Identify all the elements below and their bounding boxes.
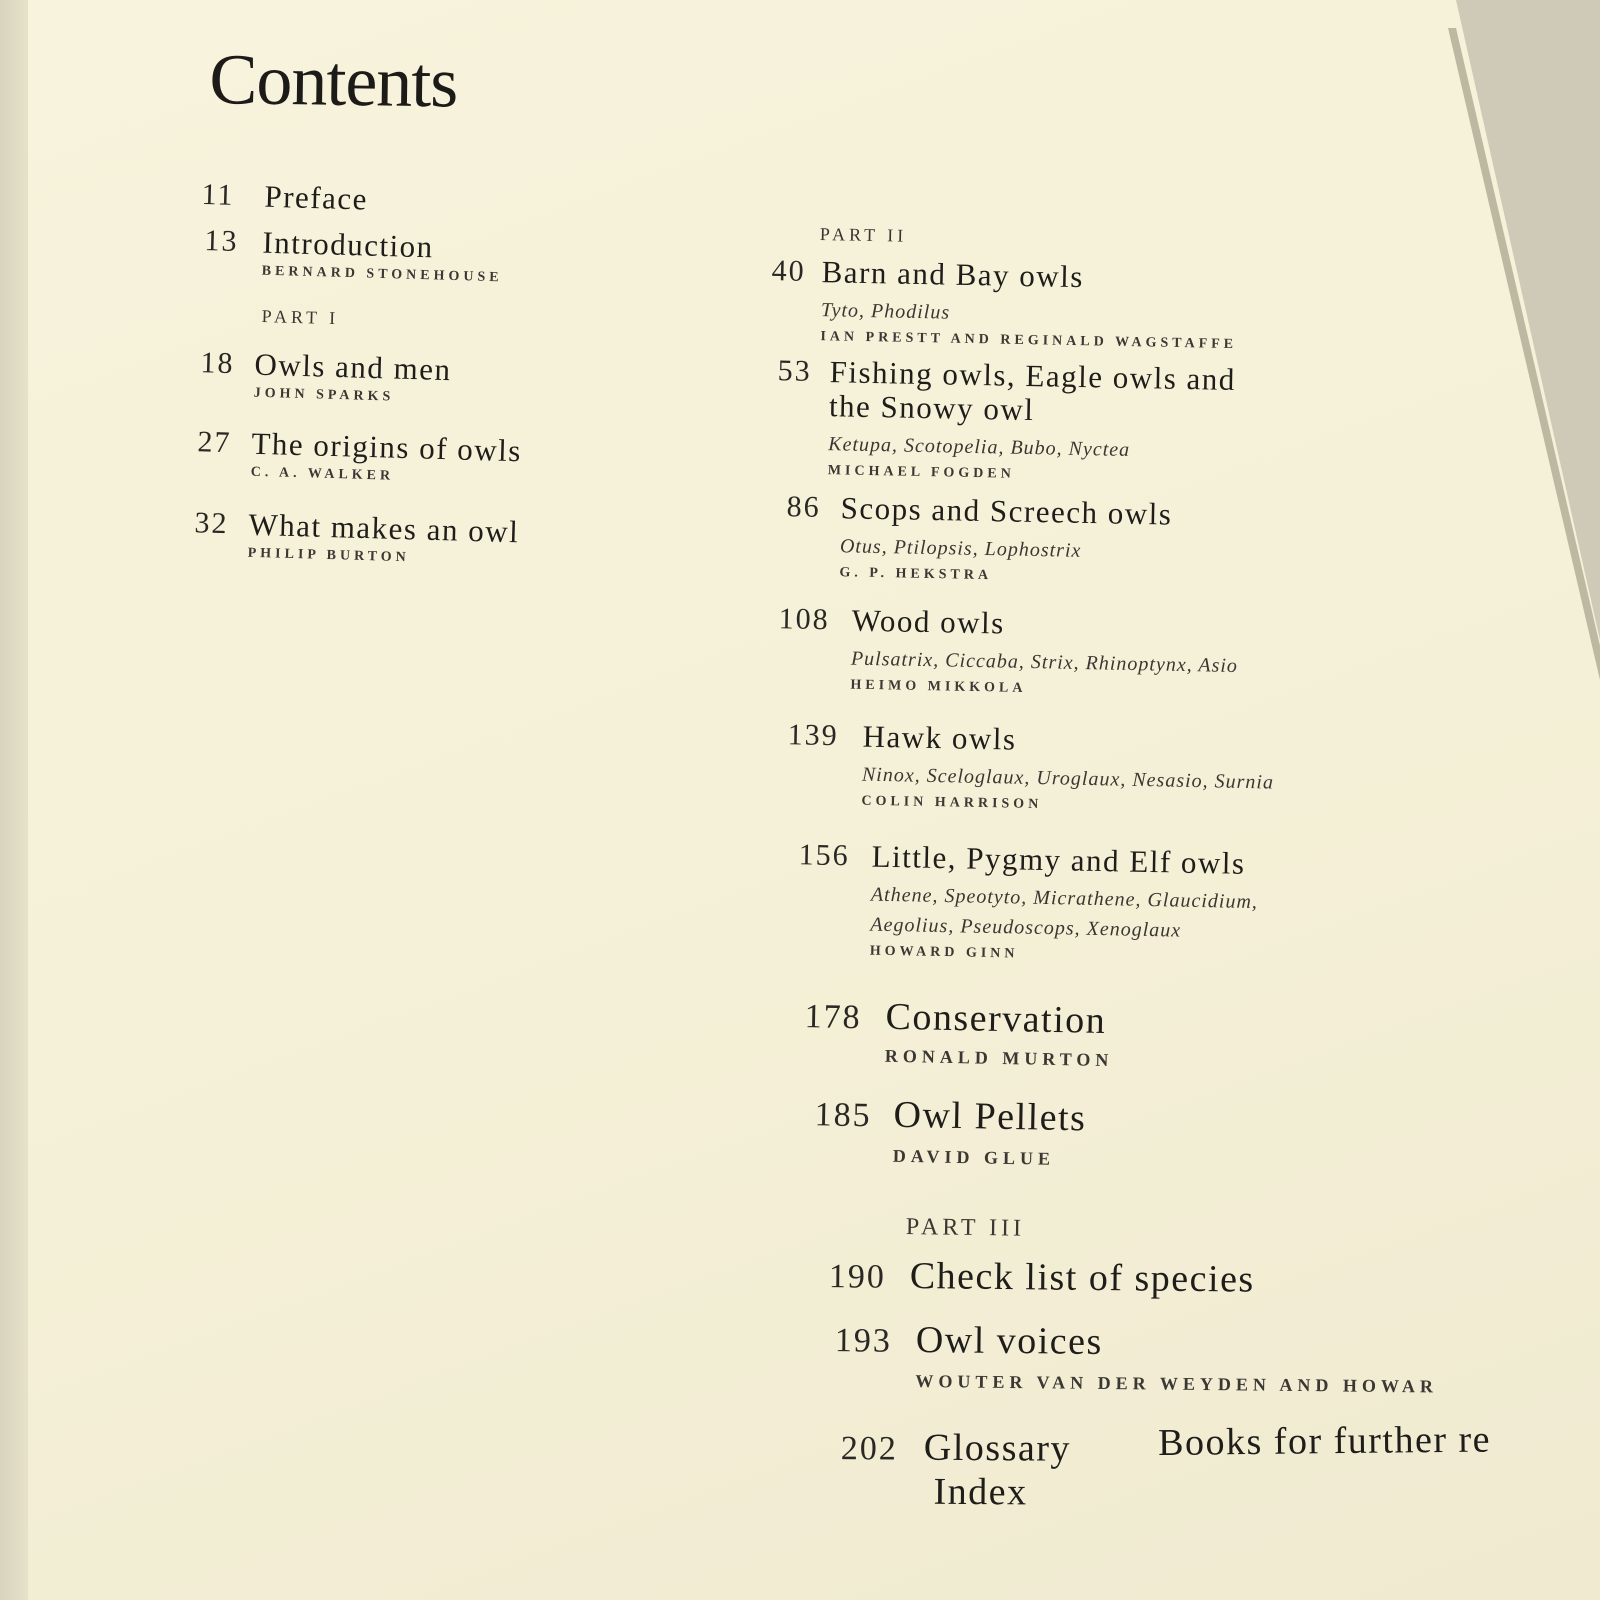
toc-entry-conservation[interactable] [795, 995, 1115, 1071]
entry-genera: Ketupa, Scotopelia, Bubo, Nyctea [828, 433, 1131, 461]
toc-entry-hawk-owls[interactable] [775, 718, 1275, 818]
toc-entry-books[interactable] [1157, 1418, 1492, 1464]
toc-entry-wood-owls[interactable] [766, 602, 1239, 701]
page-number: 190 [828, 1258, 886, 1296]
toc-entry-scops-owls[interactable] [775, 490, 1172, 588]
page-number: 18 [200, 346, 235, 381]
entry-title: Scops and Screech owls [840, 490, 1173, 532]
entry-title: Fishing owls, Eagle owls and [829, 354, 1237, 397]
entry-author: C. A. WALKER [250, 464, 395, 484]
page-number: 185 [814, 1096, 872, 1135]
entry-author: JOHN SPARKS [253, 385, 395, 405]
entry-author: IAN PRESTT AND REGINALD WAGSTAFFE [820, 329, 1238, 353]
entry-title: Glossary [923, 1426, 1072, 1470]
entry-title: Owl voices [915, 1318, 1104, 1363]
entry-title: Books for further re [1157, 1418, 1492, 1464]
part-heading: PART III [905, 1214, 1026, 1242]
entry-title: Introduction [262, 224, 435, 265]
entry-title: Owls and men [254, 346, 453, 388]
page-title: Contents [208, 38, 458, 123]
entry-genera: Tyto, Phodilus [820, 299, 951, 324]
toc-entry-owls-and-men[interactable] [193, 346, 452, 407]
entry-author: WOUTER VAN DER WEYDEN AND HOWAR [915, 1370, 1439, 1397]
entry-title: The origins of owls [251, 425, 523, 469]
page-number: 11 [201, 177, 235, 212]
entry-title-line2: the Snowy owl [828, 388, 1035, 428]
toc-entry-what-makes-an-owl[interactable] [183, 506, 519, 569]
entry-genera: Athene, Speotyto, Micrathene, Glaucidium, [870, 883, 1259, 914]
entry-title: Hawk owls [862, 718, 1017, 757]
entry-title: Check list of species [909, 1254, 1255, 1301]
toc-entry-owl-voices[interactable] [821, 1318, 1439, 1397]
entry-genera-line2: Aegolius, Pseudoscops, Xenoglaux [870, 913, 1182, 942]
toc-entry-preface[interactable] [201, 177, 369, 217]
entry-title-index: Index [933, 1470, 1028, 1514]
entry-title: Barn and Bay owls [821, 254, 1085, 295]
entry-title: Wood owls [851, 602, 1006, 641]
toc-entry-barn-and-bay-owls[interactable] [760, 254, 1238, 353]
page-number: 40 [771, 254, 806, 288]
toc-entry-little-pygmy-elf-owls[interactable] [784, 838, 1259, 967]
page-number: 108 [778, 602, 830, 637]
entry-genera: Otus, Ptilopsis, Lophostrix [839, 535, 1082, 562]
page-number: 193 [834, 1322, 892, 1360]
entry-title: Owl Pellets [893, 1093, 1087, 1140]
entry-author: PHILIP BURTON [247, 545, 410, 566]
entry-author: MICHAEL FOGDEN [827, 463, 1015, 482]
page-number: 32 [194, 506, 229, 541]
entry-title: Little, Pygmy and Elf owls [871, 838, 1246, 881]
toc-entry-owl-pellets[interactable] [803, 1093, 1087, 1170]
part-heading: PART I [261, 306, 340, 329]
page-number: 53 [777, 354, 812, 388]
page-number: 13 [204, 224, 239, 258]
entry-genera: Ninox, Sceloglaux, Uroglaux, Nesasio, Surnia [861, 763, 1275, 794]
entry-author: HOWARD GINN [869, 943, 1019, 962]
entry-author: BERNARD STONEHOUSE [261, 263, 503, 286]
page-number: 156 [798, 838, 850, 873]
part-heading: PART II [819, 224, 908, 246]
entry-author: COLIN HARRISON [861, 793, 1043, 813]
page-number: 139 [787, 718, 839, 753]
toc-entry-introduction[interactable] [203, 224, 503, 286]
page-number: 178 [804, 998, 862, 1037]
toc-entry-fishing-owls[interactable] [766, 354, 1237, 487]
toc-entry-origins-of-owls[interactable] [188, 425, 522, 488]
entry-genera: Pulsatrix, Ciccaba, Strix, Rhinoptynx, Asio [850, 647, 1239, 678]
entry-title: Conservation [885, 995, 1107, 1042]
page-number: 86 [786, 490, 821, 524]
page-number: 27 [197, 425, 232, 460]
toc-entry-glossary[interactable] [825, 1426, 1072, 1514]
entry-author: HEIMO MIKKOLA [850, 677, 1027, 696]
entry-title: Preface [264, 178, 369, 217]
entry-author: DAVID GLUE [892, 1145, 1056, 1169]
entry-author: RONALD MURTON [884, 1045, 1114, 1071]
entry-title: What makes an owl [248, 506, 520, 550]
toc-entry-check-list[interactable] [816, 1254, 1255, 1301]
entry-author: G. P. HEKSTRA [839, 565, 993, 584]
page-number: 202 [840, 1430, 898, 1468]
